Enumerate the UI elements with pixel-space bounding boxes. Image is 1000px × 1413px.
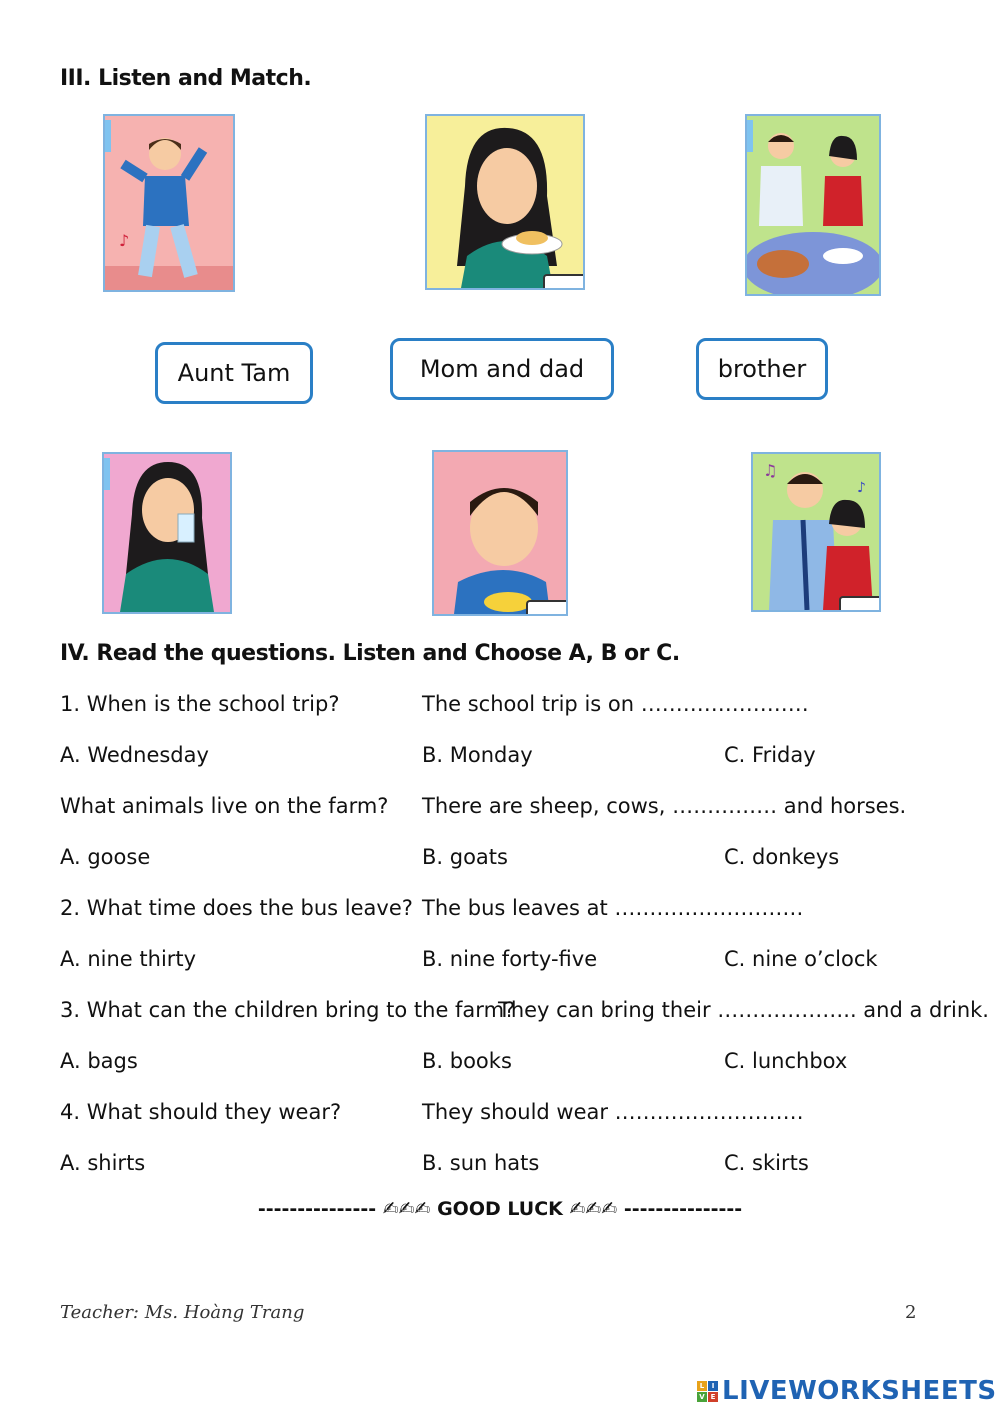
picture-couple-singing	[751, 452, 881, 612]
couple-singing-illustration	[753, 454, 879, 610]
match-box-brother[interactable]	[696, 338, 828, 400]
couple-party-illustration	[747, 116, 879, 294]
option-b[interactable]: B. nine forty-five	[422, 947, 598, 971]
picture-boy-eating	[432, 450, 568, 616]
answer-stem-4: They should wear ………………………	[422, 1100, 804, 1124]
picture-corner-tab	[839, 596, 879, 610]
option-a[interactable]: A. Wednesday	[60, 743, 209, 767]
svg-text:♪: ♪	[119, 231, 130, 250]
answer-stem-1: The school trip is on ……………………	[422, 692, 809, 716]
picture-dancing-boy	[103, 114, 235, 292]
answer-stem-2: The bus leaves at ………………………	[422, 896, 804, 920]
svg-text:♫: ♫	[763, 461, 778, 480]
picture-corner-tab	[526, 600, 566, 614]
option-a[interactable]: A. goose	[60, 845, 151, 869]
boy-eating-illustration	[434, 452, 566, 614]
option-c[interactable]: C. nine o’clock	[724, 947, 878, 971]
question-4: 4. What should they wear?	[60, 1100, 342, 1124]
picture-girl-eating	[425, 114, 585, 290]
match-label: Aunt Tam	[177, 359, 291, 387]
picture-tab	[747, 120, 753, 152]
option-b[interactable]: B. Monday	[422, 743, 533, 767]
question-2: 2. What time does the bus leave?	[60, 896, 413, 920]
option-a[interactable]: A. shirts	[60, 1151, 146, 1175]
question-1: 1. When is the school trip?	[60, 692, 340, 716]
option-c[interactable]: C. lunchbox	[724, 1049, 848, 1073]
option-c[interactable]: C. skirts	[724, 1151, 809, 1175]
option-b[interactable]: B. sun hats	[422, 1151, 540, 1175]
option-a[interactable]: A. bags	[60, 1049, 138, 1073]
answer-stem-farm: There are sheep, cows, …………… and horses.	[422, 794, 907, 818]
liveworksheets-logo[interactable]	[697, 1376, 997, 1406]
match-box-mom-and-dad[interactable]	[390, 338, 614, 400]
liveworksheets-mark-icon: L I V E	[697, 1381, 718, 1402]
page-number: 2	[905, 1302, 917, 1323]
option-a[interactable]: A. nine thirty	[60, 947, 197, 971]
picture-corner-tab	[543, 274, 583, 288]
option-b[interactable]: B. books	[422, 1049, 512, 1073]
picture-tab	[104, 458, 110, 490]
brand-name: LIVEWORKSHEETS	[722, 1376, 997, 1406]
picture-tab	[105, 120, 111, 152]
svg-text:♪: ♪	[857, 480, 866, 496]
good-luck-banner: --------------- ✍✍✍ GOOD LUCK ✍✍✍ ---------------	[257, 1198, 743, 1220]
woman-drinking-illustration	[104, 454, 230, 612]
match-label: Mom and dad	[419, 355, 585, 383]
picture-woman-drinking	[102, 452, 232, 614]
question-3: 3. What can the children bring to the farm?	[60, 998, 516, 1022]
footer-teacher: Teacher: Ms. Hoàng Trang	[60, 1302, 305, 1323]
option-c[interactable]: C. Friday	[724, 743, 816, 767]
picture-couple-party	[745, 114, 881, 296]
girl-eating-illustration	[427, 116, 583, 288]
section-3-heading: III. Listen and Match.	[60, 66, 312, 91]
match-box-aunt-tam[interactable]	[155, 342, 313, 404]
question-farm-animals: What animals live on the farm?	[60, 794, 389, 818]
answer-stem-3: They can bring their ……………….. and a drink.	[498, 998, 989, 1022]
option-b[interactable]: B. goats	[422, 845, 508, 869]
match-label: brother	[717, 355, 807, 383]
dancing-boy-illustration	[105, 116, 233, 290]
section-4-heading: IV. Read the questions. Listen and Choose A, B or C.	[60, 641, 680, 666]
option-c[interactable]: C. donkeys	[724, 845, 840, 869]
